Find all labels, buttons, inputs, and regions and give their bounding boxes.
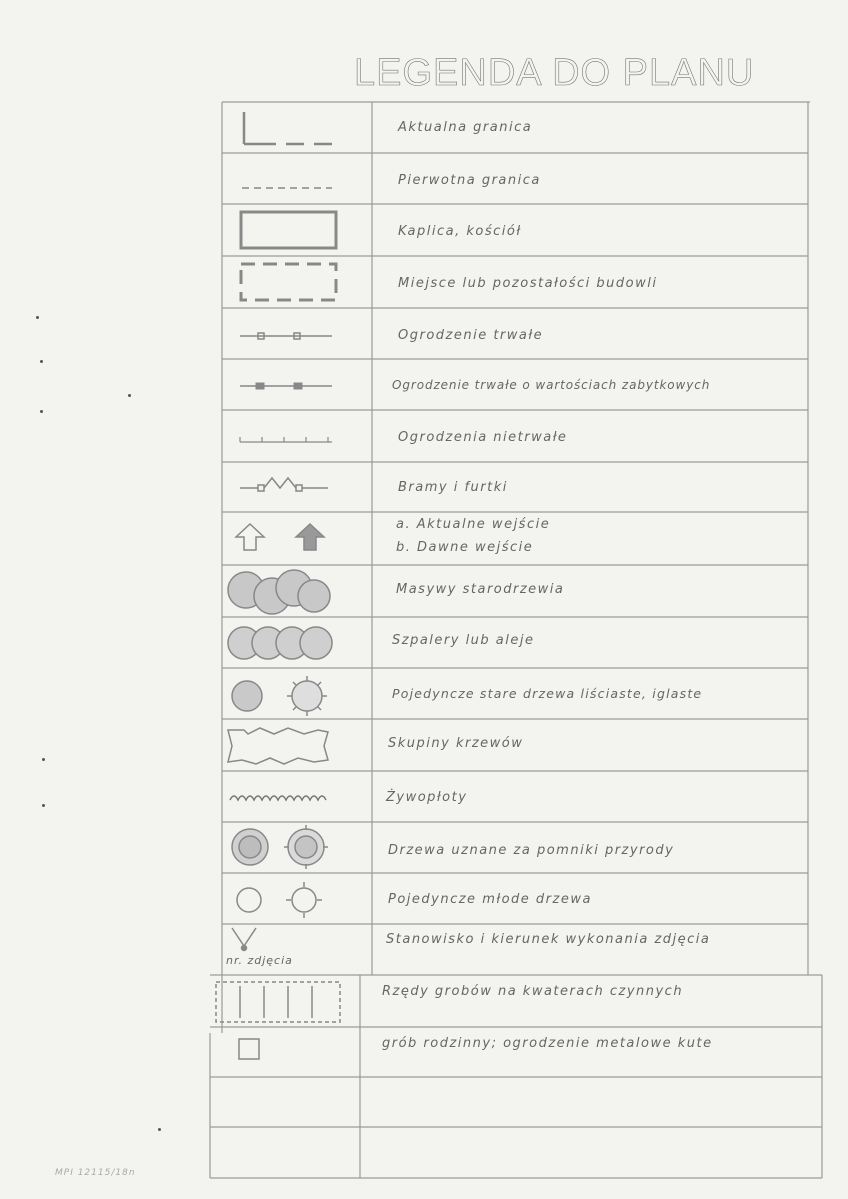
entrance-arrows-icon <box>230 520 340 556</box>
margin-mark <box>36 316 39 319</box>
margin-mark <box>40 360 43 363</box>
permanent-fence-icon <box>236 326 336 346</box>
young-trees-icon <box>224 878 339 922</box>
original-border-icon <box>236 178 336 194</box>
margin-mark <box>40 410 43 413</box>
legend-label-alleys: Szpalery lub aleje <box>392 633 535 648</box>
margin-mark <box>42 804 45 807</box>
hedge-icon <box>226 788 331 808</box>
legend-label-old-growth: Masywy starodrzewia <box>396 582 565 597</box>
photo-number-label: nr. zdjęcia <box>226 954 293 967</box>
legend-label-historic-fence: Ogrodzenie trwałe o wartościach zabytkowych <box>392 378 711 392</box>
legend-label-former-entrance: b. Dawne wejście <box>396 540 534 555</box>
single-old-trees-icon <box>222 674 337 718</box>
temporary-fence-icon <box>236 428 336 448</box>
building-remains-icon <box>236 260 346 304</box>
natural-monument-trees-icon <box>224 824 339 870</box>
photo-position-icon <box>228 926 268 954</box>
shrub-group-icon <box>224 724 334 768</box>
gates-icon <box>236 470 336 500</box>
legend-label-family-grave: grób rodzinny; ogrodzenie metalowe kute <box>382 1036 713 1051</box>
legend-label-original-border: Pierwotna granica <box>398 173 541 188</box>
actual-border-icon <box>236 110 346 150</box>
margin-note: MPI 12115/18n <box>55 1168 136 1178</box>
margin-mark <box>42 758 45 761</box>
legend-label-monument-trees: Drzewa uznane za pomniki przyrody <box>388 843 675 858</box>
margin-mark <box>158 1128 161 1131</box>
legend-label-young-trees: Pojedyncze młode drzewa <box>388 892 592 907</box>
legend-label-chapel: Kaplica, kościół <box>398 224 522 239</box>
legend-label-photo-position: Stanowisko i kierunek wykonania zdjęcia <box>386 932 711 947</box>
legend-label-temporary-fence: Ogrodzenia nietrwałe <box>398 430 568 445</box>
family-grave-icon <box>236 1036 266 1064</box>
legend-label-grave-rows: Rzędy grobów na kwaterach czynnych <box>382 984 684 999</box>
legend-label-building-remains: Miejsce lub pozostałości budowli <box>398 276 658 291</box>
legend-label-single-old-trees: Pojedyncze stare drzewa liściaste, iglaste <box>392 686 703 701</box>
chapel-church-icon <box>236 208 346 252</box>
historic-fence-icon <box>236 376 336 396</box>
tree-alley-icon <box>222 622 337 664</box>
page-title: LEGENDA DO PLANU <box>354 52 755 94</box>
legend-label-permanent-fence: Ogrodzenie trwałe <box>398 328 544 343</box>
legend-label-actual-border: Aktualna granica <box>398 120 533 135</box>
old-growth-mass-icon <box>224 566 334 618</box>
legend-label-gates: Bramy i furtki <box>398 480 508 495</box>
legend-label-shrubs: Skupiny krzewów <box>388 736 524 751</box>
margin-mark <box>128 394 131 397</box>
legend-label-current-entrance: a. Aktualne wejście <box>396 517 551 532</box>
legend-label-hedges: Żywopłoty <box>386 790 468 805</box>
grave-rows-icon <box>214 980 344 1024</box>
